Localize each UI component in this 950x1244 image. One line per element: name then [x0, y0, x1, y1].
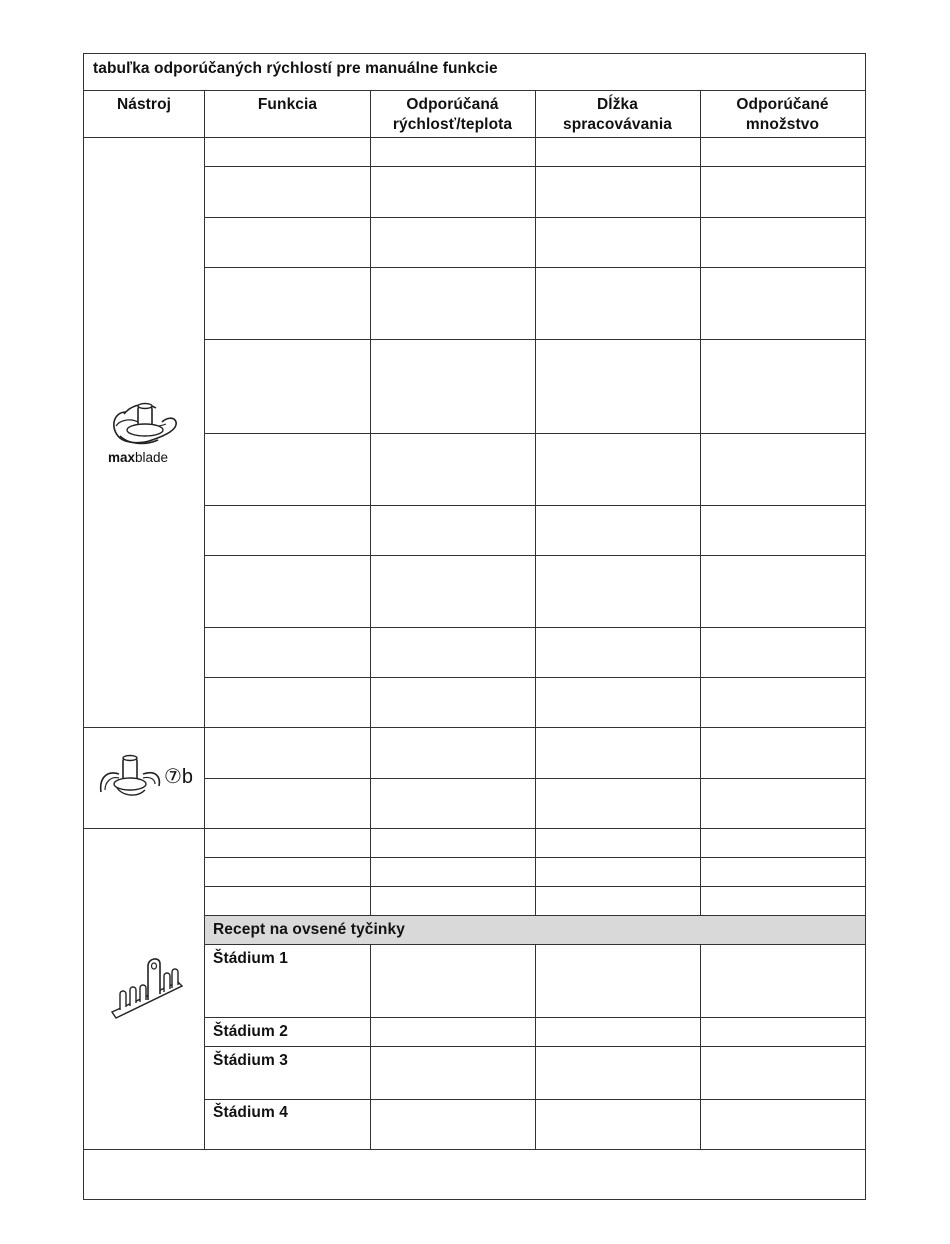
maxblade-icon — [106, 400, 184, 466]
header-time-line2: spracovávania — [562, 116, 672, 133]
header-quantity — [700, 95, 865, 135]
row-line — [204, 857, 866, 858]
row-line — [204, 1017, 866, 1018]
blade-7b-icon — [97, 752, 197, 804]
dough-tool-icon — [108, 952, 188, 1024]
row-line — [204, 944, 866, 945]
row-line — [204, 778, 866, 779]
blade-7b-label: ⑦b — [164, 766, 194, 788]
dough-tool-drawing — [108, 952, 188, 1024]
maxblade-drawing — [106, 400, 184, 450]
stage-2-label: Štádium 2 — [213, 1023, 288, 1040]
row-line — [204, 677, 866, 678]
maxblade-logo-light: blade — [135, 450, 169, 465]
section-line — [83, 1149, 866, 1150]
column-line — [535, 90, 536, 915]
row-line — [204, 339, 866, 340]
row-line — [204, 217, 866, 218]
section-line — [83, 828, 866, 829]
header-speed-line1: Odporúčaná — [406, 96, 499, 113]
row-line — [204, 627, 866, 628]
row-line — [204, 886, 866, 887]
divider — [83, 137, 866, 138]
section-line — [83, 727, 866, 728]
header-tool: Nástroj — [116, 96, 172, 113]
stage-1-label: Štádium 1 — [213, 950, 288, 967]
row-line — [204, 267, 866, 268]
column-line — [204, 90, 205, 1149]
row-line — [204, 166, 866, 167]
stage-3-label: Štádium 3 — [213, 1052, 288, 1069]
column-line — [370, 90, 371, 915]
row-line — [204, 1046, 866, 1047]
blade-7b-drawing — [97, 752, 165, 802]
header-quantity-line1: Odporúčané — [736, 96, 829, 113]
divider — [83, 90, 866, 91]
header-function: Funkcia — [257, 96, 318, 113]
recipe-title: Recept na ovsené tyčinky — [213, 921, 405, 938]
maxblade-logo-bold: max — [108, 450, 136, 465]
row-line — [204, 555, 866, 556]
header-speed — [370, 95, 535, 135]
header-speed-line2: rýchlosť/teplota — [392, 116, 513, 133]
header-time — [535, 95, 700, 135]
maxblade-logo — [108, 450, 168, 465]
header-time-line1: Dĺžka — [597, 96, 638, 113]
column-line — [700, 90, 701, 915]
row-line — [204, 433, 866, 434]
header-quantity-line2: množstvo — [745, 116, 820, 133]
stage-4-label: Štádium 4 — [213, 1104, 288, 1121]
row-line — [204, 505, 866, 506]
row-line — [204, 1099, 866, 1100]
table-title: tabuľka odporúčaných rýchlostí pre manuálne funkcie — [93, 60, 498, 77]
